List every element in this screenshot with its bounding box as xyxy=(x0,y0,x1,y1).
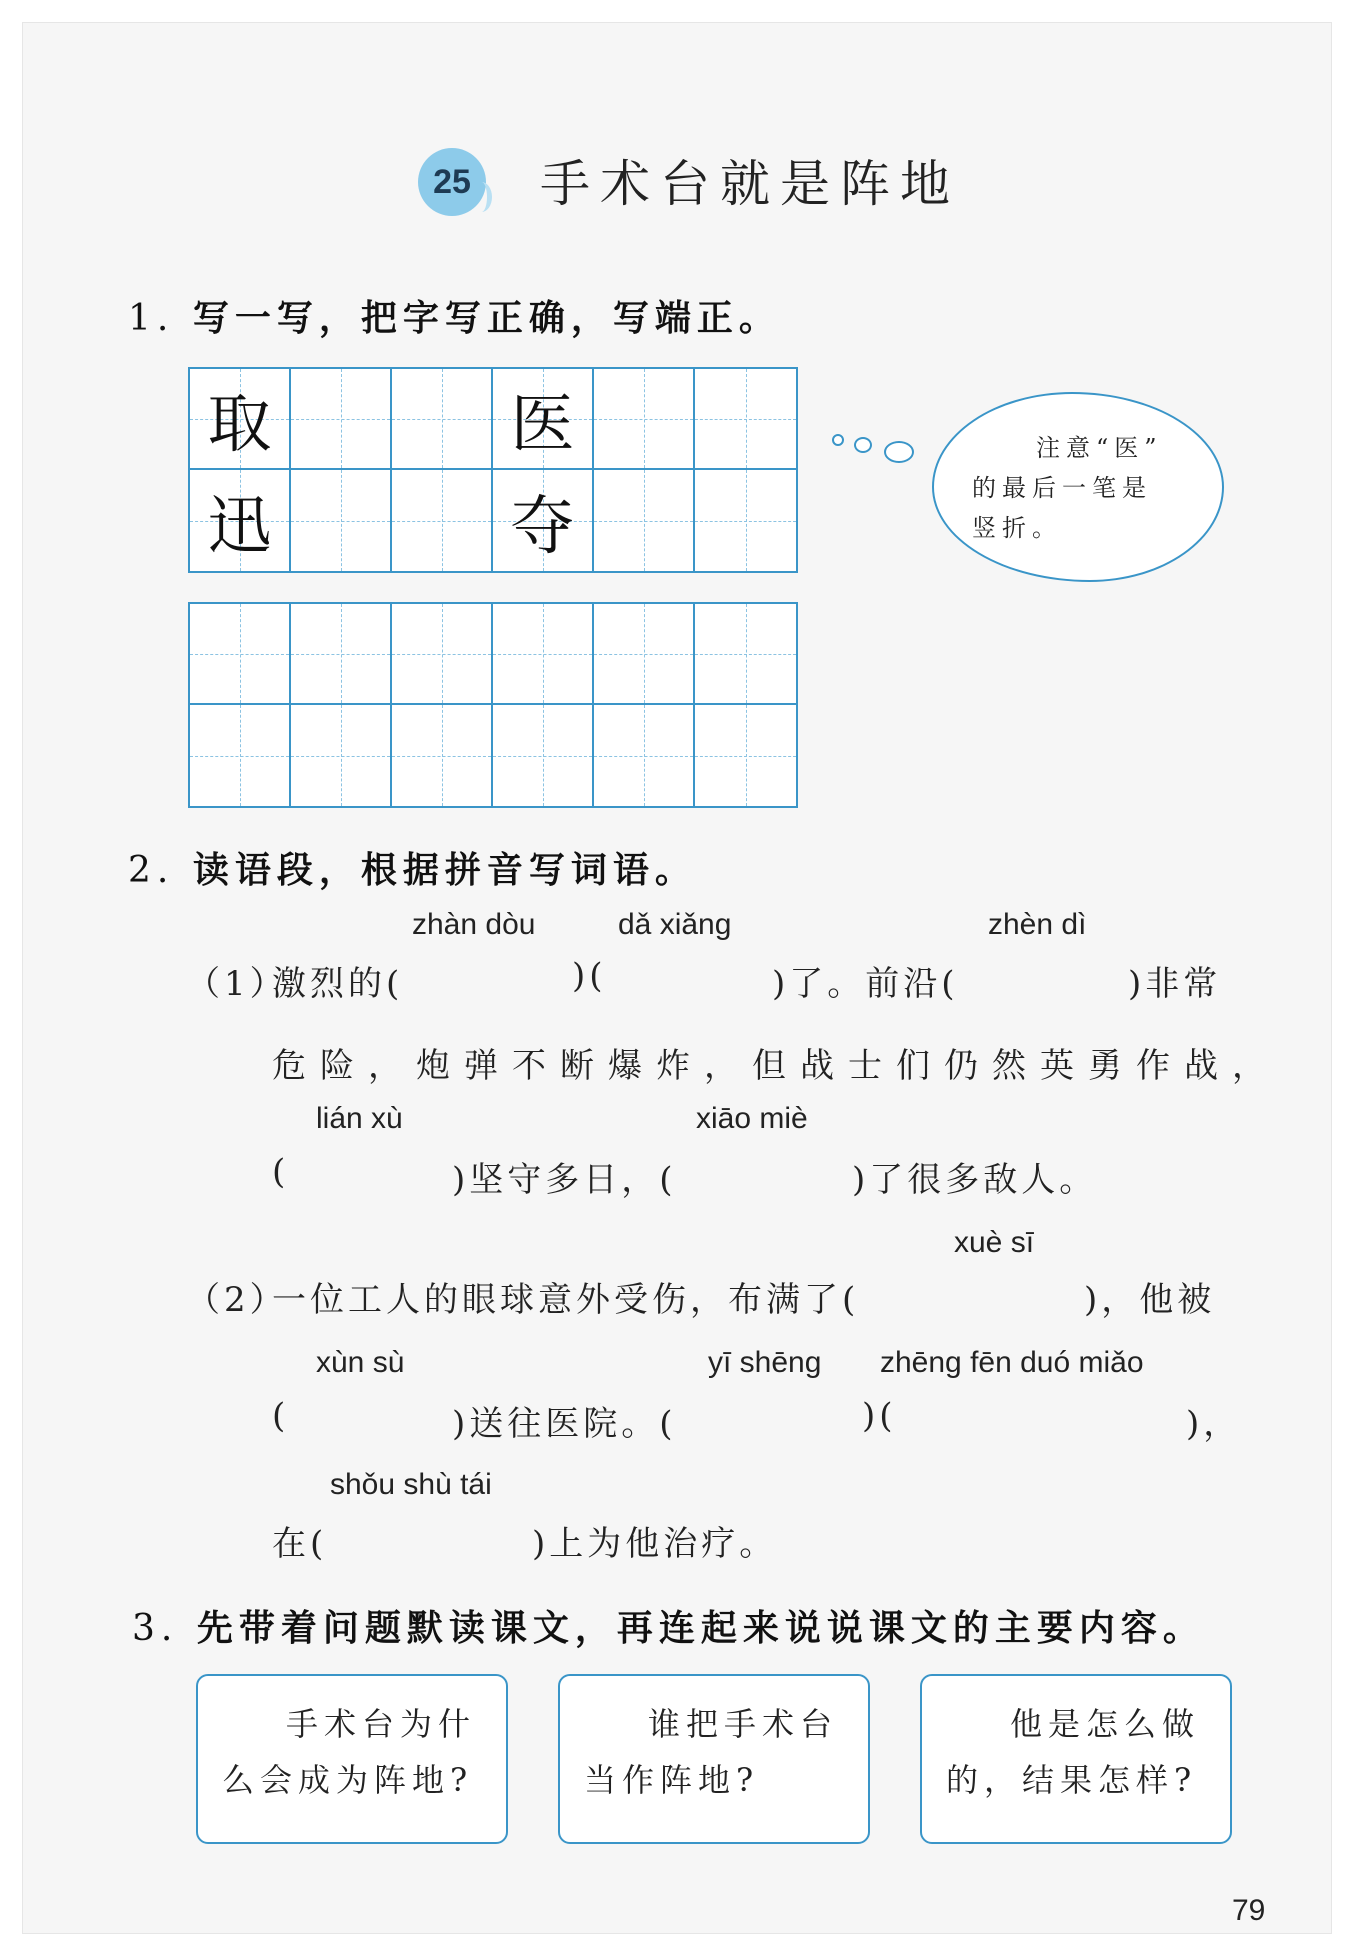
pinyin-da-xiang: dǎ xiǎng xyxy=(618,908,732,941)
question-box-3-text: 他是怎么做的，结果怎样? xyxy=(946,1705,1201,1799)
grid-cell xyxy=(392,369,493,470)
p2-line3-part-a: 在( xyxy=(272,1524,328,1564)
tip-line-1: 注意“医” xyxy=(1036,434,1163,462)
p2-line2-part-b: )送往医院。( xyxy=(452,1404,677,1444)
p1-line2: 危险，炮弹不断爆炸，但战士们仍然英勇作战， xyxy=(272,1046,1280,1086)
character-grid-1 xyxy=(188,367,798,573)
p2-line2-part-d: )， xyxy=(1186,1404,1242,1444)
question-2-instruction: 读语段，根据拼音写词语。 xyxy=(192,850,697,891)
grid-cell[interactable] xyxy=(594,705,695,806)
lesson-number-badge: 25 xyxy=(418,148,486,216)
p1-line3-part-c: )了很多敌人。 xyxy=(852,1160,1098,1200)
grid-cell[interactable] xyxy=(695,604,796,705)
pinyin-zhen-di: zhèn dì xyxy=(988,908,1087,941)
question-2-number: 2. xyxy=(128,850,175,891)
question-box-1 xyxy=(196,1674,508,1844)
grid-character: 取 xyxy=(207,387,272,462)
question-box-2-text: 谁把手术台当作阵地? xyxy=(584,1705,839,1799)
p1-line1-part-c: )了。前沿( xyxy=(772,964,959,1004)
question-box-2 xyxy=(558,1674,870,1844)
pinyin-zheng-fen-duo-miao: zhēng fēn duó miǎo xyxy=(880,1346,1144,1379)
pinyin-xue-si: xuè sī xyxy=(954,1226,1035,1259)
pinyin-shou-shu-tai: shǒu shù tái xyxy=(330,1468,492,1501)
question-2-heading xyxy=(128,842,697,893)
question-box-1-text: 手术台为什么会成为阵地? xyxy=(222,1705,477,1799)
grid-cell xyxy=(392,470,493,571)
thought-dot-small xyxy=(832,434,844,446)
p1-line3-part-b: )坚守多日，( xyxy=(452,1160,677,1200)
grid-character: 夺 xyxy=(510,489,575,564)
question-3-number: 3. xyxy=(132,1608,179,1649)
grid-cell xyxy=(291,369,392,470)
grid-character: 医 xyxy=(510,387,575,462)
grid-character: 迅 xyxy=(207,489,272,564)
question-3-heading xyxy=(132,1600,1205,1651)
grid-cell[interactable] xyxy=(493,604,594,705)
paragraph-1-label: （1） xyxy=(186,964,288,1004)
thought-dot-large xyxy=(884,441,914,463)
grid-cell xyxy=(594,369,695,470)
pinyin-yi-sheng: yī shēng xyxy=(708,1346,822,1379)
grid-cell xyxy=(493,369,594,470)
grid-cell xyxy=(190,470,291,571)
grid-cell[interactable] xyxy=(392,705,493,806)
p2-line2-part-a: ( xyxy=(272,1396,290,1436)
grid-cell xyxy=(291,470,392,571)
pinyin-xiao-mie: xiāo miè xyxy=(696,1102,808,1135)
p2-line2-part-c: )( xyxy=(862,1396,897,1436)
paragraph-2-label: （2） xyxy=(186,1280,288,1320)
pinyin-zhan-dou: zhàn dòu xyxy=(412,908,536,941)
p1-line3-part-a: ( xyxy=(272,1152,290,1192)
grid-cell[interactable] xyxy=(291,604,392,705)
p2-line1-part-b: )，他被 xyxy=(1084,1280,1216,1320)
page-number: 79 xyxy=(1232,1894,1266,1927)
thought-dot-medium xyxy=(854,437,872,453)
pinyin-xun-su: xùn sù xyxy=(316,1346,405,1379)
tip-line-3: 竖折。 xyxy=(972,514,1062,542)
p2-line3-part-b: )上为他治疗。 xyxy=(532,1524,778,1564)
grid-cell[interactable] xyxy=(190,705,291,806)
grid-cell xyxy=(493,470,594,571)
character-grid-2[interactable] xyxy=(188,602,798,808)
question-box-3 xyxy=(920,1674,1232,1844)
grid-cell xyxy=(695,369,796,470)
grid-cell xyxy=(190,369,291,470)
grid-cell xyxy=(695,470,796,571)
question-1-number: 1. xyxy=(128,298,175,339)
grid-cell[interactable] xyxy=(594,604,695,705)
p1-line1-part-a: 激烈的( xyxy=(272,964,404,1004)
p1-line1-part-b: )( xyxy=(572,956,607,996)
grid-cell[interactable] xyxy=(695,705,796,806)
question-1-instruction: 写一写，把字写正确，写端正。 xyxy=(192,298,781,339)
grid-cell[interactable] xyxy=(291,705,392,806)
grid-cell[interactable] xyxy=(392,604,493,705)
grid-cell[interactable] xyxy=(493,705,594,806)
grid-cell[interactable] xyxy=(190,604,291,705)
p2-line1-part-a: 一位工人的眼球意外受伤，布满了( xyxy=(272,1280,860,1320)
p1-line1-part-d: )非常 xyxy=(1128,964,1222,1004)
question-3-instruction: 先带着问题默读课文，再连起来说说课文的主要内容。 xyxy=(196,1608,1205,1649)
lesson-title: 手术台就是阵地 xyxy=(540,155,960,213)
tip-line-2: 的最后一笔是 xyxy=(972,474,1152,502)
tip-text xyxy=(972,428,1198,548)
question-1-heading xyxy=(128,290,781,341)
grid-cell xyxy=(594,470,695,571)
pinyin-lian-xu: lián xù xyxy=(316,1102,403,1135)
